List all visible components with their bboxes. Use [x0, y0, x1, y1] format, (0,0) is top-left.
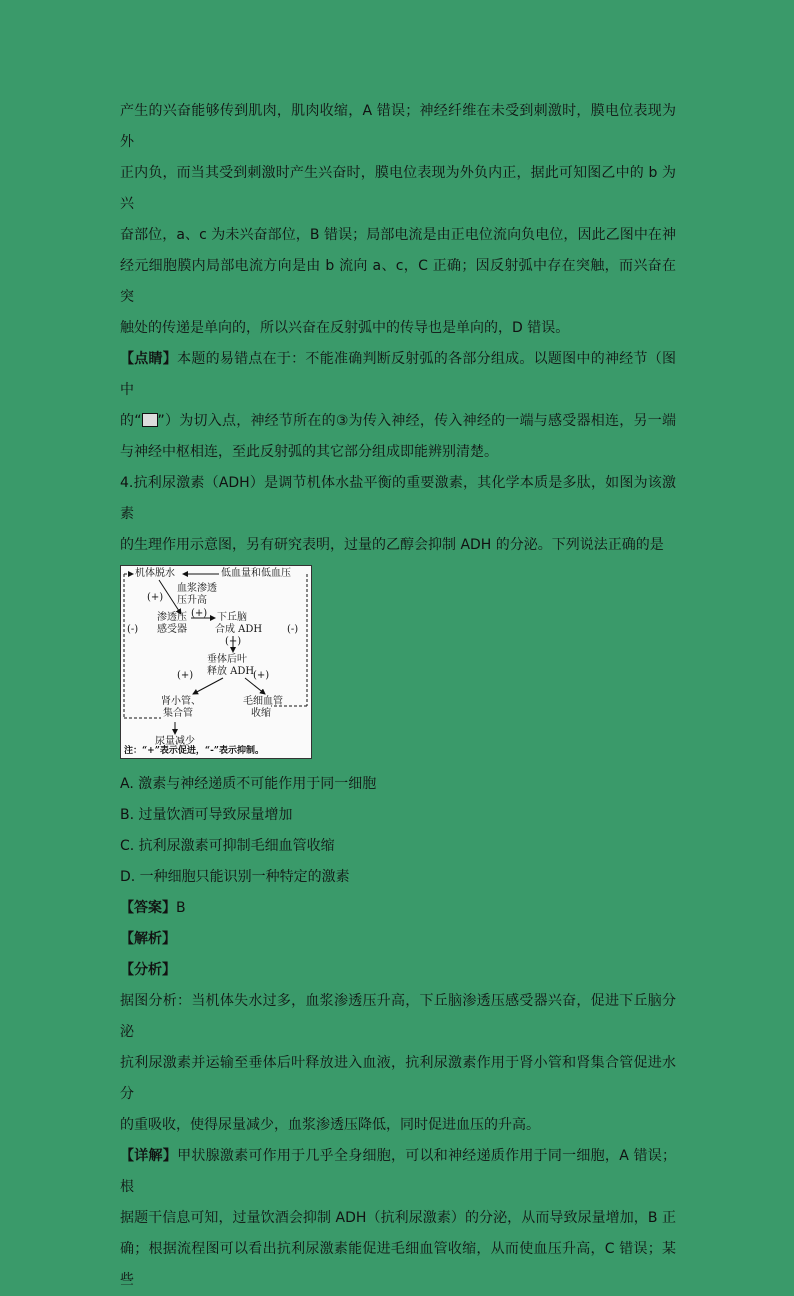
- label-hypothalamus: 下丘脑: [217, 612, 247, 623]
- label-dehydration: 机体脱水: [135, 568, 175, 579]
- text-fragment: ”）为切入点，神经节所在的③为传入神经，传入神经的一端与感受器相连，另一端: [157, 413, 676, 429]
- fenxi-line: 抗利尿激素并运输至垂体后叶释放进入血液，抗利尿激素作用于肾小管和肾集合管促进水分: [120, 1055, 676, 1102]
- option-b: B. 过量饮酒可导致尿量增加: [120, 807, 293, 823]
- label-low-bp: 低血量和低血压: [221, 568, 291, 579]
- option-d: D. 一种细胞只能识别一种特定的激素: [120, 869, 350, 885]
- label-plus: (+): [191, 608, 208, 619]
- text-fragment: 甲状腺激素可作用于几乎全身细胞，可以和神经递质作用于同一细胞，A 错误；根: [120, 1148, 677, 1195]
- diagram-note: 注：“+”表示促进，“-”表示抑制。: [124, 746, 264, 756]
- dianjing-line: 与神经中枢相连，至此反射弧的其它部分组成即能辨别清楚。: [120, 444, 498, 460]
- document-page: [120, 96, 676, 1296]
- option-c: C. 抗利尿激素可抑制毛细血管收缩: [120, 838, 335, 854]
- label-capillary: 毛细血管: [243, 696, 283, 707]
- label-pituitary: 垂体后叶: [207, 654, 247, 665]
- label-plus: (+): [253, 670, 270, 681]
- label-minus: (-): [287, 624, 299, 635]
- fenxi-line: 据图分析：当机体失水过多，血浆渗透压升高，下丘脑渗透压感受器兴奋，促进下丘脑分泌: [120, 993, 676, 1040]
- text-line: 奋部位，a、c 为未兴奋部位，B 错误；局部电流是由正电位流向负电位，因此乙图中在神: [120, 227, 676, 243]
- answer-line: [120, 893, 676, 924]
- label-kidney: 集合管: [163, 708, 193, 719]
- xiangjie-tag: 【详解】: [120, 1148, 178, 1164]
- xiangjie-line: 确；根据流程图可以看出抗利尿激素能促进毛细血管收缩，从而使血压升高，C 错误；某些: [120, 1241, 676, 1288]
- label-plus: (+): [177, 670, 194, 681]
- fenxi-heading: 【分析】: [120, 962, 176, 978]
- label-minus: (-): [127, 624, 139, 635]
- label-hypothalamus: 合成 ADH: [215, 624, 263, 635]
- question-line: 4.抗利尿激素（ADH）是调节机体水盐平衡的重要激素，其化学本质是多肽，如图为该激素: [120, 475, 676, 522]
- xiangjie-line: 据题干信息可知，过量饮酒会抑制 ADH（抗利尿激素）的分泌，从而导致尿量增加，B 正: [120, 1210, 676, 1226]
- question-line: 的生理作用示意图，另有研究表明，过量的乙醇会抑制 ADH 的分泌。下列说法正确的是: [120, 537, 664, 553]
- text-line: 触处的传递是单向的，所以兴奋在反射弧中的传导也是单向的，D 错误。: [120, 320, 570, 336]
- ganglion-symbol-icon: [142, 413, 158, 427]
- label-plus: (+): [147, 592, 164, 603]
- text-fragment: 的“: [120, 413, 142, 429]
- label-urine: 尿量减少: [155, 736, 195, 747]
- label-plus: (+): [225, 636, 242, 647]
- dianjing-text: 本题的易错点在于：不能准确判断反射弧的各部分组成。以题图中的神经节（图中: [120, 351, 677, 398]
- xiangjie-line: [120, 1141, 676, 1203]
- option-a: A. 激素与神经递质不可能作用于同一细胞: [120, 776, 377, 792]
- adh-flow-diagram: [120, 565, 312, 759]
- label-plasma: 血浆渗透: [177, 583, 217, 594]
- text-line: 产生的兴奋能够传到肌肉，肌肉收缩，A 错误；神经纤维在未受到刺激时，膜电位表现为外: [120, 103, 676, 150]
- text-line: 经元细胞膜内局部电流方向是由 b 流向 a、c，C 正确；因反射弧中存在突触，而兴奋在突: [120, 258, 676, 305]
- text-line: 正内负，而当其受到刺激时产生兴奋时，膜电位表现为外负内正，据此可知图乙中的 b 为兴: [120, 165, 676, 212]
- label-capillary: 收缩: [251, 708, 271, 719]
- dianjing-line: [120, 344, 676, 406]
- jiexi-heading: 【解析】: [120, 931, 176, 947]
- label-kidney: 肾小管、: [161, 696, 201, 707]
- dianjing-line: [120, 406, 676, 437]
- label-osmo: 渗透压: [157, 612, 187, 623]
- fenxi-line: 的重吸收，使得尿量减少，血浆渗透压降低，同时促进血压的升高。: [120, 1117, 540, 1133]
- label-osmo: 感受器: [157, 624, 187, 635]
- answer-tag: 【答案】: [120, 900, 176, 916]
- label-plasma: 压升高: [177, 595, 207, 606]
- label-pituitary: 释放 ADH: [207, 666, 255, 677]
- dianjing-tag: 【点睛】: [120, 351, 178, 367]
- answer-value: B: [176, 900, 186, 916]
